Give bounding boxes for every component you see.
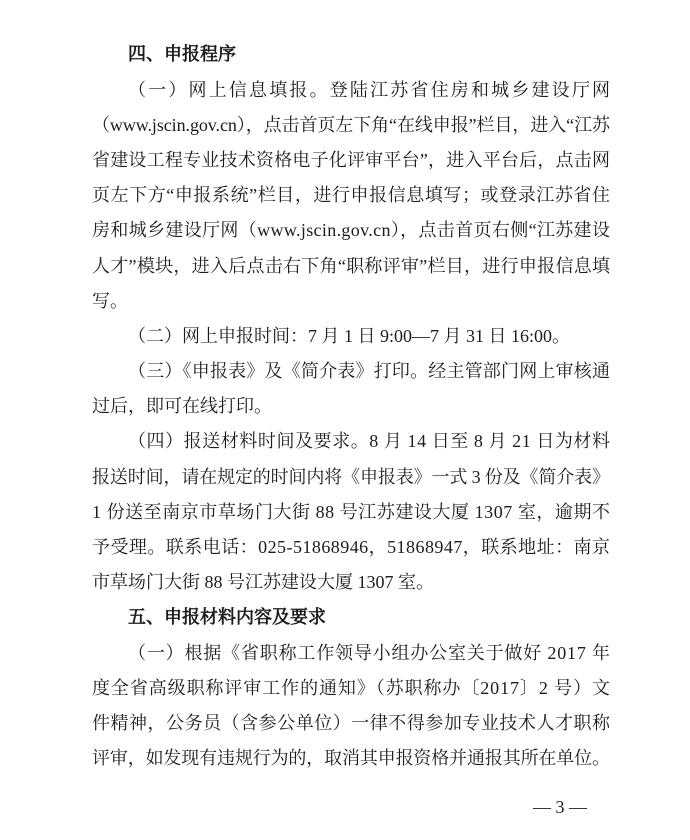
paragraph-line: （二）网上申报时间：7 月 1 日 9:00—7 月 31 日 16:00。: [128, 325, 571, 346]
paragraph-line: 予受理。联系电话：025-51868946，51868947，联系地址：南京: [92, 537, 611, 558]
paragraph-submission-requirements: [92, 424, 610, 600]
paragraph-online-info-entry: [92, 73, 613, 319]
heading-text: 四、申报程序: [128, 44, 236, 65]
paragraph-line: 过后，即可在线打印。: [92, 396, 272, 417]
page-number: — 3 —: [533, 797, 587, 817]
paragraph-line: （一）根据《省职称工作领导小组办公室关于做好 2017 年: [128, 642, 611, 663]
paragraph-line: 件精神，公务员（含参公单位）一律不得参加专业技术人才职称: [92, 712, 611, 733]
paragraph-line: 度全省高级职称评审工作的通知》（苏职称办〔2017〕2 号）文: [92, 677, 611, 698]
document-body: [92, 37, 613, 776]
paragraph-line: （一）网上信息填报。登陆江苏省住房和城乡建设厅网: [128, 79, 613, 100]
heading-text: 五、申报材料内容及要求: [128, 607, 326, 628]
paragraph-civil-servant-restriction: [92, 636, 610, 777]
paragraph-line: 房和城乡建设厅网（www.jscin.gov.cn），点击首页右侧“江苏建设: [92, 220, 611, 241]
heading-application-procedure: [92, 37, 610, 72]
paragraph-line: 市草场门大街 88 号江苏建设大厦 1307 室。: [92, 572, 434, 593]
paragraph-print-forms: [92, 354, 610, 424]
paragraph-line: （三）《申报表》及《简介表》打印。经主管部门网上审核通: [128, 361, 611, 382]
paragraph-line: （www.jscin.gov.cn），点击首页左下角“在线申报”栏目，进入“江苏: [92, 114, 610, 135]
paragraph-line: 页左下方“申报系统”栏目，进行申报信息填写；或登录江苏省住: [92, 185, 611, 206]
paragraph-line: 1 份送至南京市草场门大街 88 号江苏建设大厦 1307 室，逾期不: [92, 501, 611, 522]
heading-material-requirements: [92, 600, 610, 635]
paragraph-line: （四）报送材料时间及要求。8 月 14 日至 8 月 21 日为材料: [128, 431, 611, 452]
paragraph-line: 写。: [92, 290, 128, 311]
paragraph-line: 省建设工程专业技术资格电子化评审平台”，进入平台后，点击网: [92, 149, 611, 170]
paragraph-application-time: [92, 319, 610, 354]
paragraph-line: 报送时间，请在规定的时间内将《申报表》一式 3 份及《简介表》: [92, 466, 610, 487]
paragraph-line: 人才”模块，进入后点击右下角“职称评审”栏目，进行申报信息填: [92, 255, 611, 276]
paragraph-line: 评审，如发现有违规行为的，取消其申报资格并通报其所在单位。: [92, 748, 610, 769]
